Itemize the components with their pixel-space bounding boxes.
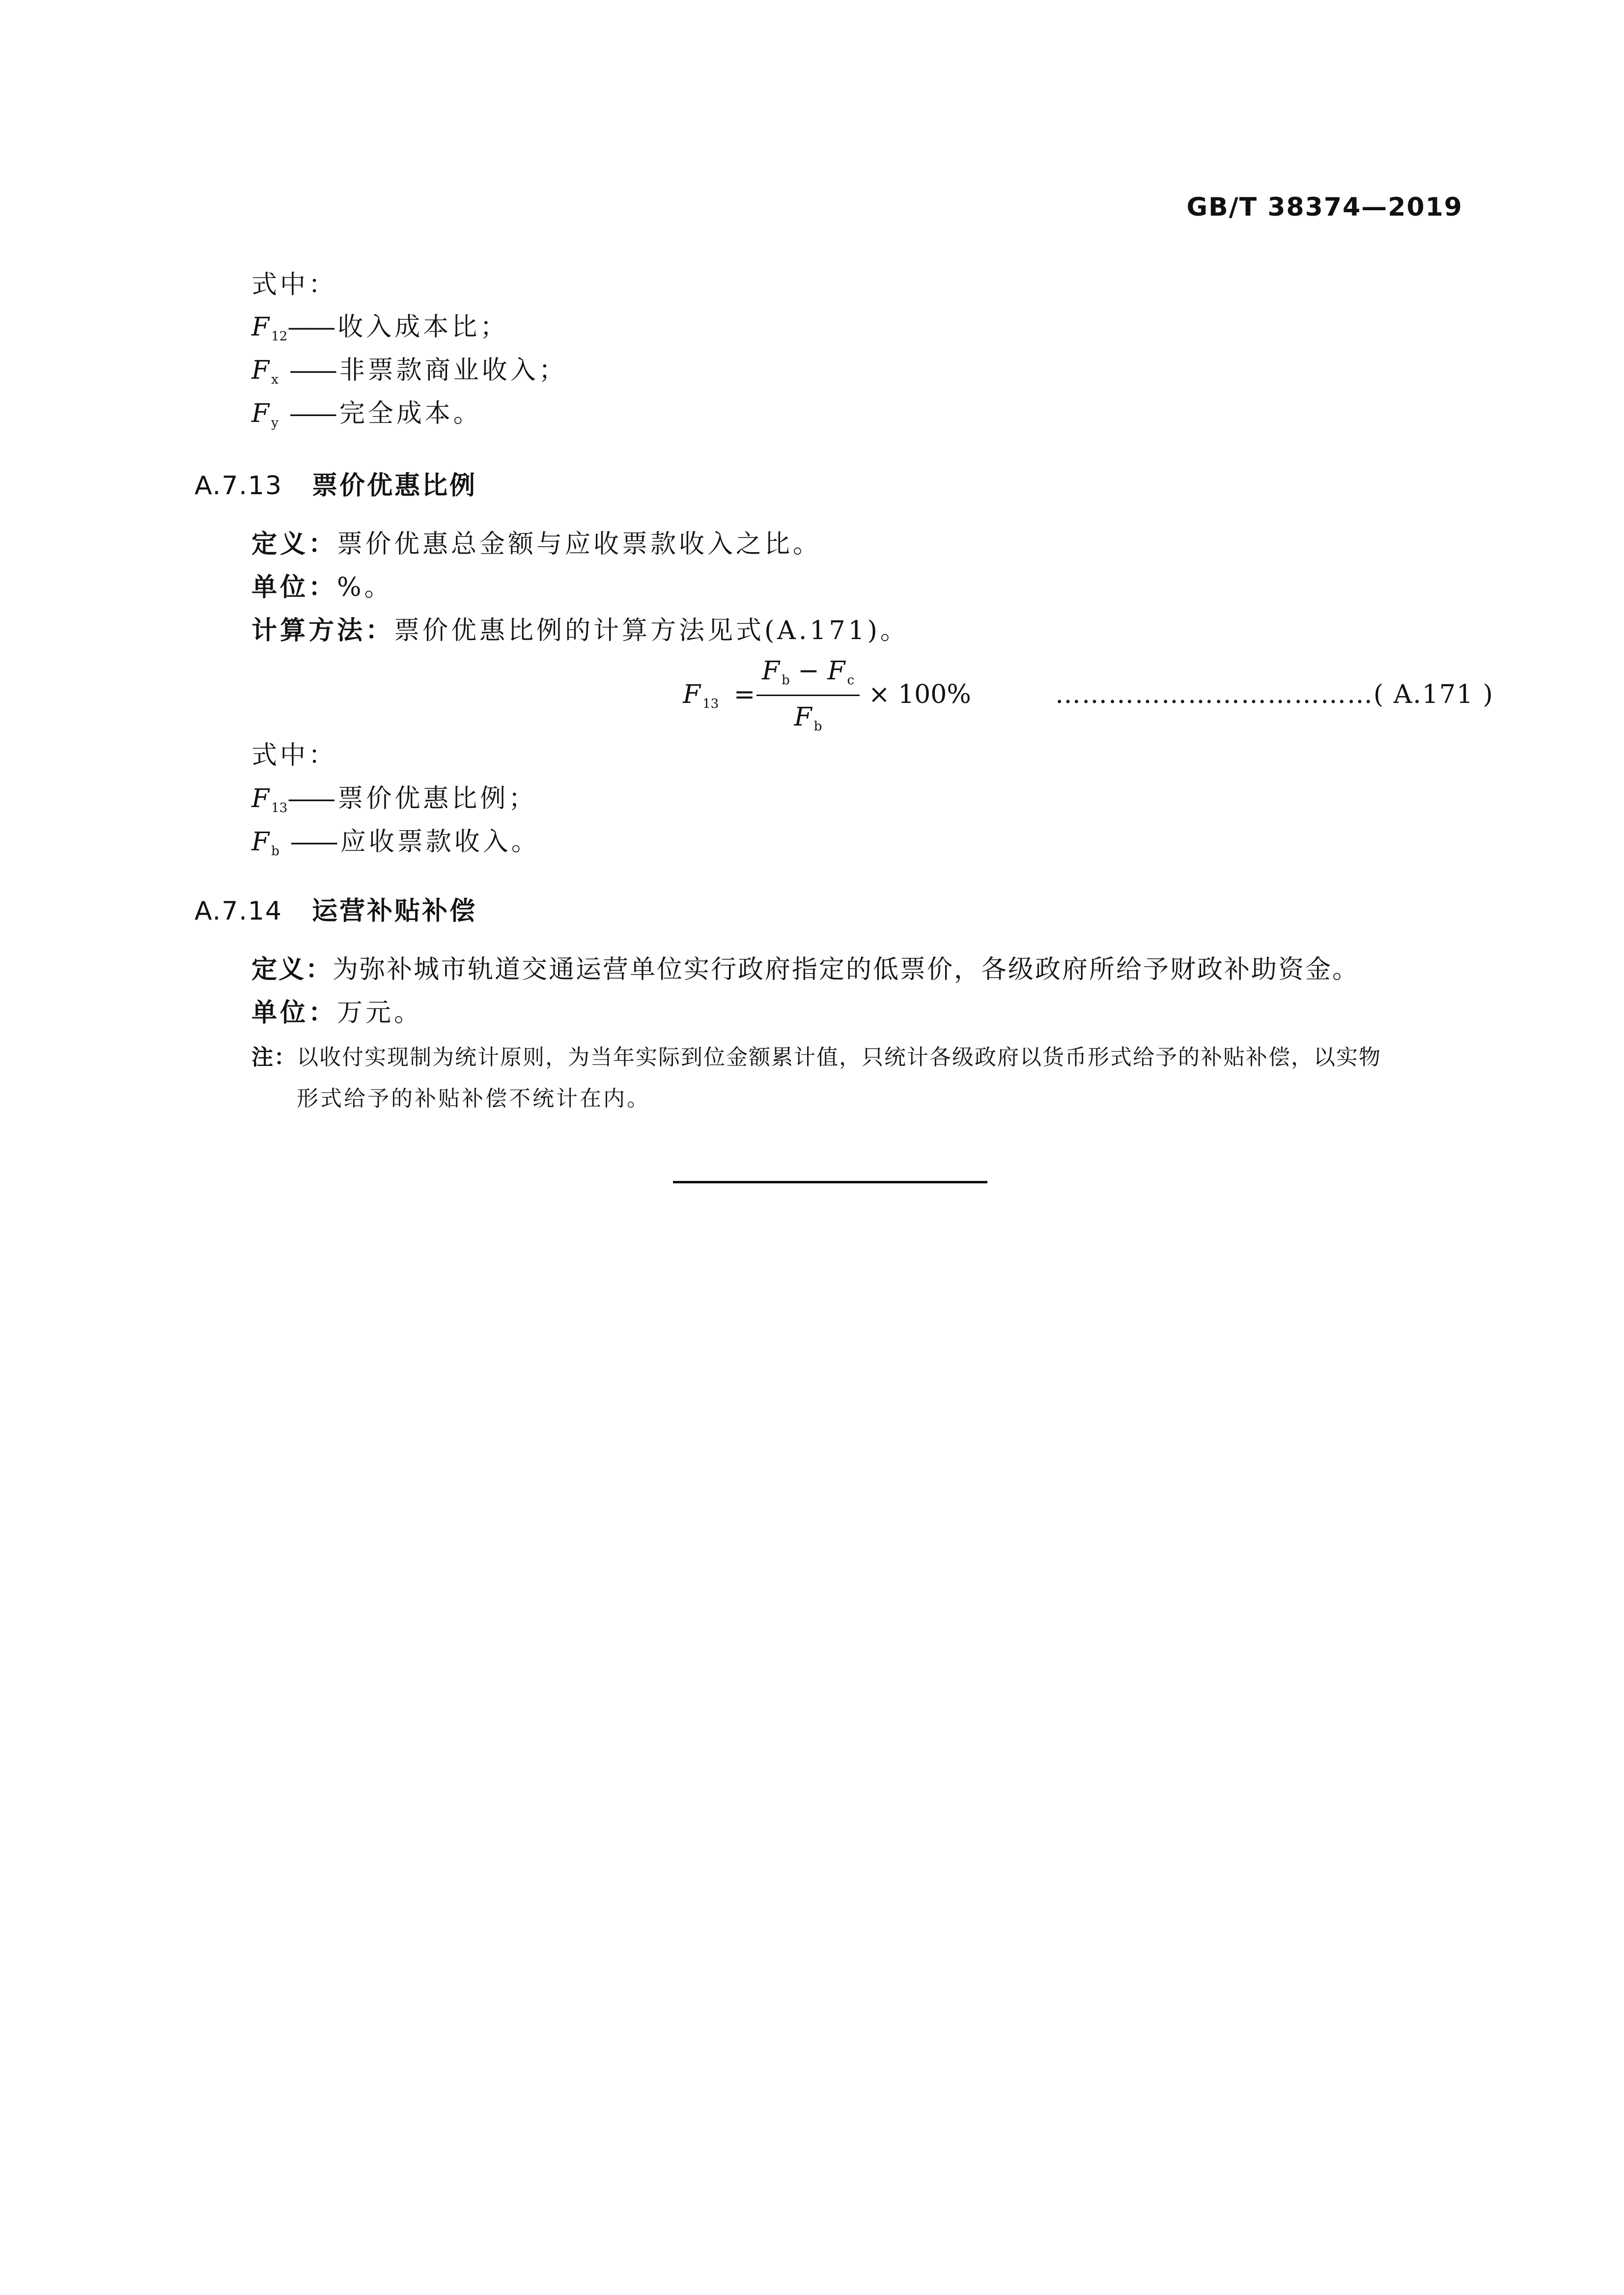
var-symbol: F [252, 827, 270, 857]
section-number: A.7.14 [195, 896, 282, 926]
var-subscript: y [271, 416, 279, 430]
definition-label: 定义： [252, 530, 337, 559]
var-def-fb [252, 826, 540, 867]
formula-tail: × 100% [868, 680, 971, 709]
em-dash: —— [287, 784, 333, 813]
var-desc: 非票款商业收入； [339, 356, 567, 385]
var-symbol: F [252, 399, 270, 428]
em-dash: —— [287, 312, 333, 342]
note-text-1: 以收付实现制为统计原则，为当年实际到位金额累计值，只统计各级政府以货币形式给予的补贴补偿，以实物 [297, 1045, 1381, 1070]
var-subscript: x [271, 372, 279, 387]
var-desc: 收入成本比； [337, 312, 509, 342]
definition-text: 为弥补城市轨道交通运营单位实行政府指定的低票价，各级政府所给予财政补助资金。 [333, 955, 1360, 984]
var-symbol: F [252, 784, 270, 813]
definition-line [252, 954, 1359, 985]
unit-label: 单位： [252, 573, 337, 602]
section-title: 运营补贴补偿 [311, 896, 477, 926]
var-symbol: F [252, 356, 270, 385]
section-heading-a714 [195, 890, 477, 927]
formula-fraction [756, 656, 860, 735]
standard-code: GB/T 38374—2019 [1186, 193, 1463, 222]
var-def-f13 [252, 783, 537, 824]
var-desc: 应收票款收入。 [340, 827, 540, 857]
var-subscript: 13 [271, 801, 288, 815]
end-rule [673, 1181, 987, 1183]
section-title: 票价优惠比例 [311, 471, 477, 501]
leader-dots: ……………………………… [1055, 680, 1373, 709]
var-def-fx [252, 355, 567, 395]
em-dash: —— [289, 399, 335, 428]
definition-line [252, 529, 821, 560]
note-line-2: 形式给予的补贴补偿不统计在内。 [297, 1086, 650, 1111]
var-symbol: F [252, 312, 270, 342]
formula-lhs: F $_{13}$ = [683, 680, 756, 711]
em-dash: —— [290, 827, 336, 857]
em-dash: —— [289, 356, 335, 385]
method-line [252, 615, 909, 646]
unit-text: 万元。 [337, 998, 423, 1028]
equation-number: ( A.171 ) [1373, 680, 1494, 709]
note-label: 注： [252, 1045, 297, 1070]
section-number: A.7.13 [195, 471, 282, 501]
formula-denominator: F $_b$ [794, 702, 822, 734]
note-line-1 [252, 1042, 1381, 1073]
where-label: 式中： [252, 741, 337, 770]
var-subscript: 12 [271, 329, 288, 344]
equation-reference [1055, 680, 1494, 709]
where-label: 式中： [252, 270, 337, 300]
method-text: 票价优惠比例的计算方法见式(A.171)。 [394, 616, 909, 645]
var-desc: 完全成本。 [339, 399, 482, 428]
var-subscript: b [271, 844, 280, 859]
section-heading-a713 [195, 465, 477, 502]
var-def-f12 [252, 311, 508, 352]
formula-numerator: F $_b$ − F $_c$ [761, 656, 855, 688]
method-label: 计算方法： [252, 616, 394, 645]
var-def-fy [252, 398, 482, 439]
unit-line [252, 997, 422, 1029]
unit-text: %。 [337, 573, 393, 602]
unit-label: 单位： [252, 998, 337, 1028]
definition-label: 定义： [252, 955, 333, 984]
unit-line [252, 572, 392, 603]
fraction-bar [756, 695, 860, 696]
definition-text: 票价优惠总金额与应收票款收入之比。 [337, 530, 822, 559]
var-desc: 票价优惠比例； [337, 784, 537, 813]
